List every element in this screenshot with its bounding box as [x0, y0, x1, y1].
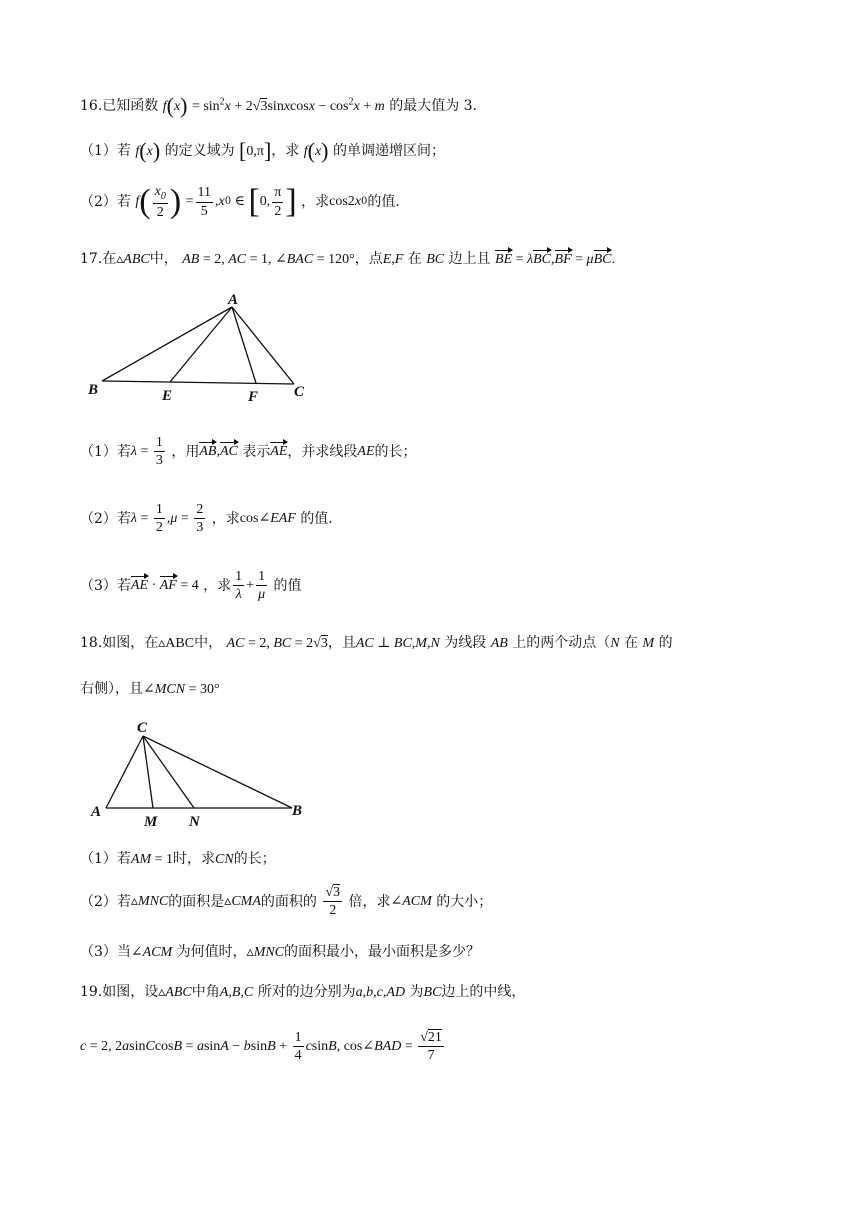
q16-part1: （1）若 f(x) 的定义域为 [0,π]，求 f(x) 的单调递增区间；: [80, 138, 445, 163]
q17-part1: （1）若λ = $\frac{1}{3}$ ，用AB,AC 表示AE，并求线段AE的长；: [80, 435, 417, 469]
q19-stem-line1: 19.如图，设▵ABC中角A,B,C 所对的边分别为a,b,c,AD 为BC边上的中线，: [80, 984, 526, 1000]
q18-part1: （1）若AM = 1时，求CN的长；: [80, 851, 276, 867]
label-c: C: [137, 720, 148, 736]
q16-stem: 16.已知函数 $f(x) = \sin^2x$ + 2√3sinxcosx − $\cos^2x + m$ 的最大值为 3.: [80, 93, 478, 118]
q17-part3: （3）若AE · AF = 4 ，求 $\frac{1}{\lambda}$ + $\frac{1}{\mu}$ 的值: [80, 569, 302, 603]
triangle-acb-figure: [86, 716, 316, 832]
q18-stem-line2: 右侧），且∠MCN = 30°: [80, 681, 220, 697]
label-f: F: [248, 389, 259, 405]
q17-part2: （2）若λ = $\frac{1}{2}$ ,μ = $\frac{2}{3}$ ，求cos∠EAF 的值.: [80, 502, 333, 536]
label-a: A: [228, 292, 239, 308]
triangle-abc-figure: [82, 288, 322, 406]
label-a: A: [91, 804, 102, 820]
q17-stem: 17.在▵ABC中， AB = 2, AC = 1, ∠BAC = 120°，点E,F 在 BC 边上且 BE = λBC,BF = μBC.: [80, 251, 615, 267]
q18-part2: （2）若▵MNC的面积是▵CMA的面积的 $\frac{√3}{2}$ 倍，求∠ACM 的大小；: [80, 885, 493, 919]
label-b: B: [292, 803, 303, 819]
label-e: E: [162, 388, 173, 404]
label-m: M: [144, 814, 158, 830]
q18-stem-line1: 18.如图，在▵ABC中， AC = 2, BC = 2√3，且AC ⊥ BC,M,N 为线段 AB 上的两个动点（N 在 M 的: [80, 635, 673, 651]
label-b: B: [88, 382, 99, 398]
q18-part3: （3）当∠ACM 为何值时，▵MNC的面积最小，最小面积是多少？: [80, 944, 481, 960]
q16-part2: （2）若 f( $\frac{x_0}{2}$ ) = $\frac{11}{5}$ ,x0 ∈ [0, $\frac{\pi}{2}$ ] ，求cos2x0的值.: [80, 183, 400, 221]
q19-stem-line2: c = 2, 2asinCcosB = asinA − bsinB + $\frac{1}{4}$ csinB, cos∠BAD = $\frac{√21}{7}$: [80, 1030, 442, 1064]
label-n: N: [189, 814, 200, 830]
label-c: C: [294, 384, 305, 400]
